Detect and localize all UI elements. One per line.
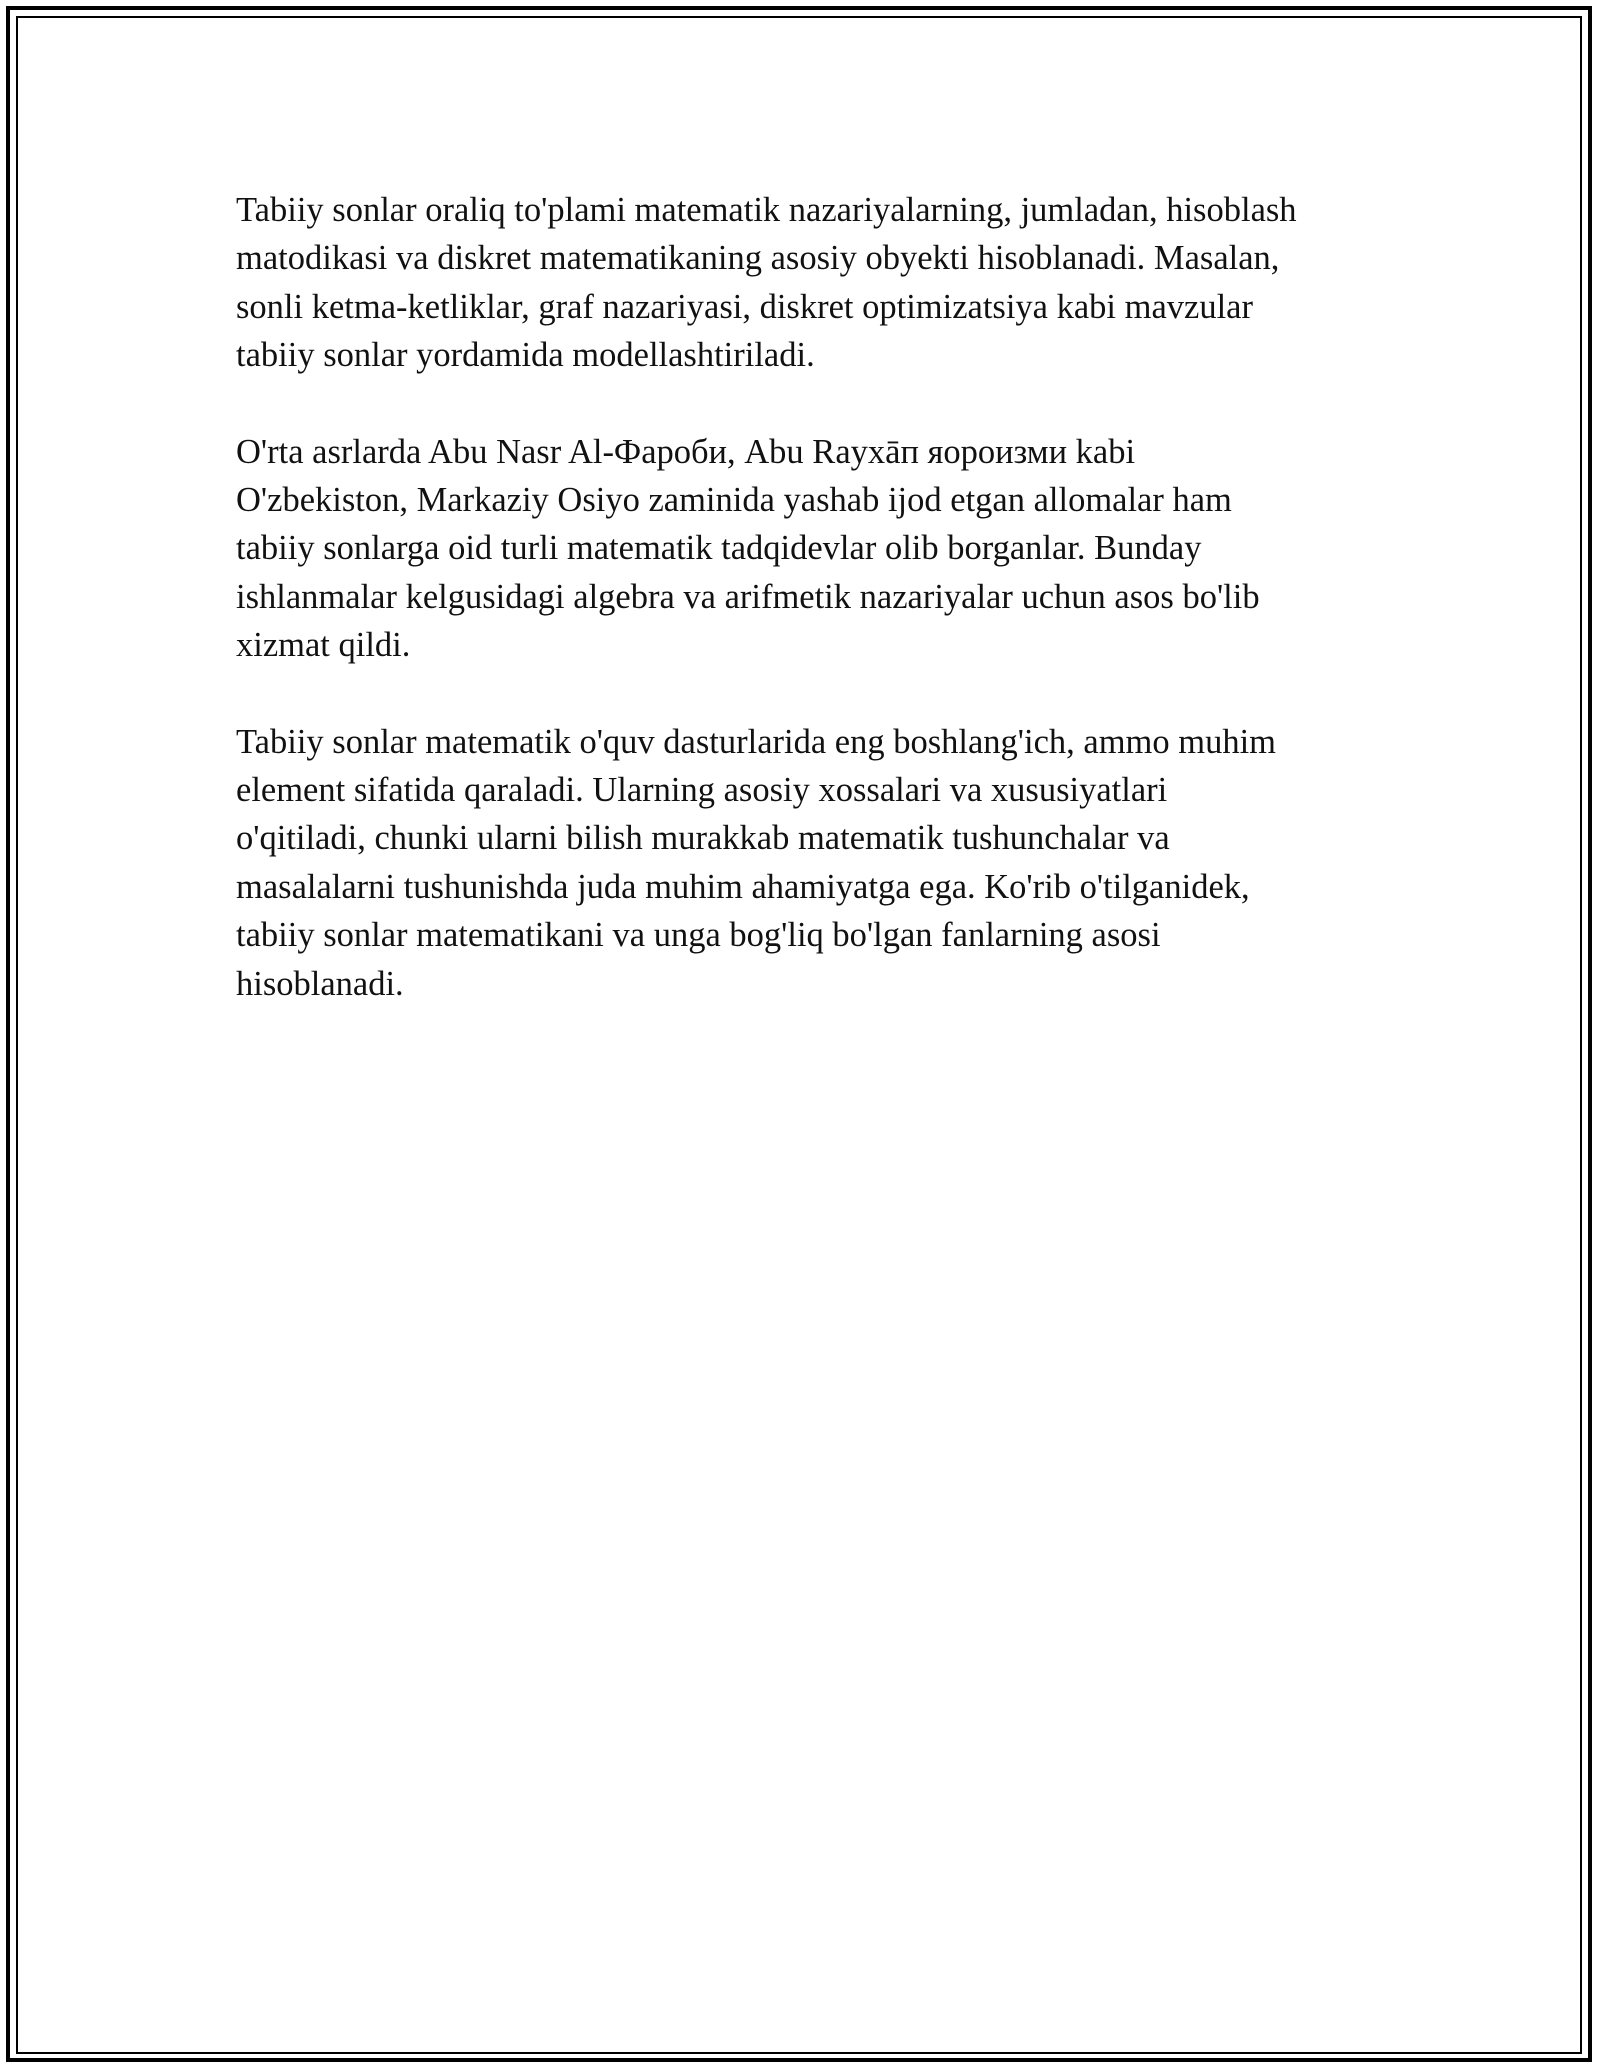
paragraph-2: O'rta asrlarda Abu Nasr Al-Фароби, Abu Rayxāп яороизми kabi O'zbekiston, Markaziy Osiyo zaminida yashab ijod etgan allomalar ham tabiiy sonlarga oid turli matematik tadqidevlar olib borganlar. Bunday ishlanmalar kelgusidagi algebra va arifmetik nazariyalar uchun asos bo'lib xizmat qildi.: [236, 432, 1260, 665]
paragraph-3: Tabiiy sonlar matematik o'quv dasturlarida eng boshlang'ich, ammo muhim element sifatida qaraladi. Ularning asosiy xossalari va xususiyatlari o'qitiladi, chunki ularni bilish murakkab matematik tushunchalar va masalalarni tushunishda juda muhim ahamiyatga ega. Ko'rib o'tilganidek, tabiiy sonlar matematikani va unga bog'liq bo'lgan fanlarning asosi hisoblanadi.: [236, 722, 1277, 1003]
paragraph-1: Tabiiy sonlar oraliq to'plami matematik nazariyalarning, jumladan, hisoblash matodikasi va diskret matematikaning asosiy obyekti hisoblanadi. Masalan, sonli ketma-ketliklar, graf nazariyasi, diskret optimizatsiya kabi mavzular tabiiy sonlar yordamida modellashtiriladi.: [236, 191, 1297, 375]
document-body: [236, 186, 1396, 1056]
